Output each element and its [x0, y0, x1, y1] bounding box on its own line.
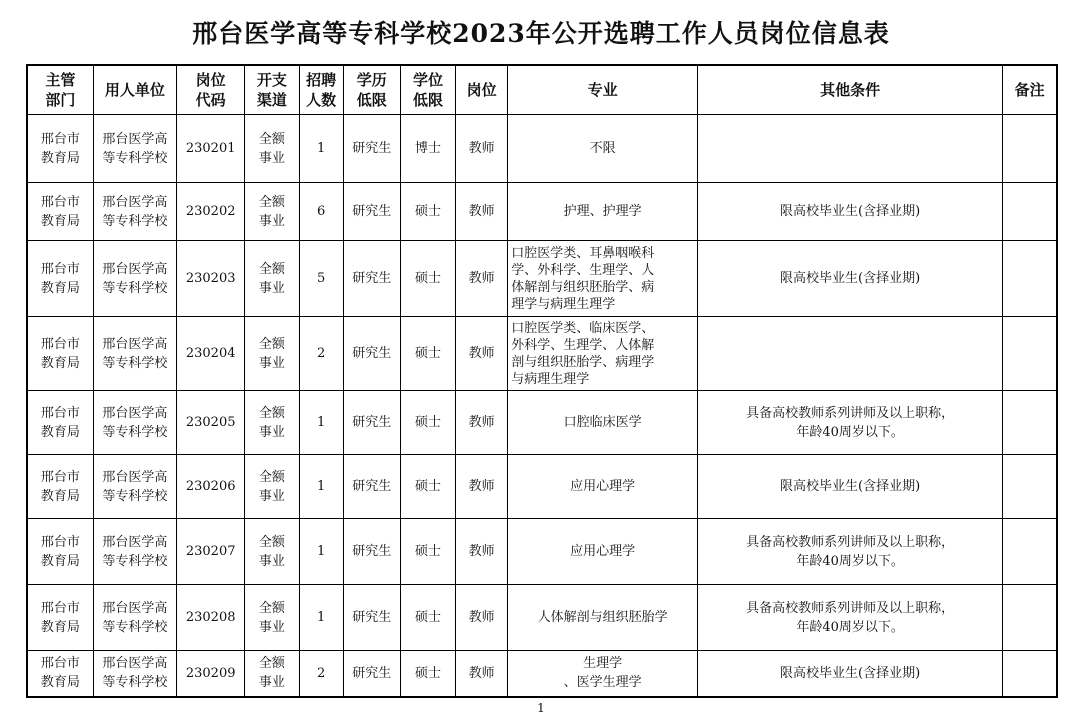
- cell-conditions: 限高校毕业生(含择业期): [698, 651, 1003, 697]
- cell-dept: 邢台市 教育局: [27, 519, 93, 585]
- cell-count: 1: [299, 519, 343, 585]
- cell-dept: 邢台市 教育局: [27, 391, 93, 455]
- cell-unit: 邢台医学高 等专科学校: [93, 183, 176, 241]
- cell-conditions: 具备高校教师系列讲师及以上职称， 年龄40周岁以下。: [698, 519, 1003, 585]
- cell-count: 1: [299, 585, 343, 651]
- cell-unit: 邢台医学高 等专科学校: [93, 455, 176, 519]
- cell-fund: 全额 事业: [245, 391, 299, 455]
- cell-count: 6: [299, 183, 343, 241]
- cell-count: 1: [299, 455, 343, 519]
- cell-major: 应用心理学: [508, 455, 698, 519]
- table-row: [27, 651, 1057, 697]
- cell-fund: 全额 事业: [245, 183, 299, 241]
- cell-degree: 硕士: [400, 585, 455, 651]
- table-row: [27, 519, 1057, 585]
- cell-conditions: 限高校毕业生(含择业期): [698, 455, 1003, 519]
- header-post: 岗位: [456, 65, 508, 115]
- cell-degree: 硕士: [400, 651, 455, 697]
- cell-fund: 全额 事业: [245, 455, 299, 519]
- table-row: [27, 183, 1057, 241]
- cell-code: 230201: [177, 115, 245, 183]
- header-major: 专业: [508, 65, 698, 115]
- cell-edu: 研究生: [343, 651, 400, 697]
- cell-post: 教师: [456, 455, 508, 519]
- cell-edu: 研究生: [343, 317, 400, 391]
- cell-dept: 邢台市 教育局: [27, 183, 93, 241]
- cell-count: 1: [299, 115, 343, 183]
- cell-conditions: 具备高校教师系列讲师及以上职称， 年龄40周岁以下。: [698, 585, 1003, 651]
- page-title: 邢台医学高等专科学校2023年公开选聘工作人员岗位信息表: [192, 19, 890, 48]
- cell-dept: 邢台市 教育局: [27, 317, 93, 391]
- cell-post: 教师: [456, 519, 508, 585]
- cell-dept: 邢台市 教育局: [27, 115, 93, 183]
- cell-degree: 硕士: [400, 241, 455, 317]
- cell-edu: 研究生: [343, 115, 400, 183]
- header-count: 招聘 人数: [299, 65, 343, 115]
- cell-note: [1003, 317, 1057, 391]
- header-conditions: 其他条件: [698, 65, 1003, 115]
- cell-fund: 全额 事业: [245, 241, 299, 317]
- cell-unit: 邢台医学高 等专科学校: [93, 317, 176, 391]
- header-unit: 用人单位: [93, 65, 176, 115]
- cell-conditions: 限高校毕业生(含择业期): [698, 241, 1003, 317]
- cell-major: 人体解剖与组织胚胎学: [508, 585, 698, 651]
- cell-major: 应用心理学: [508, 519, 698, 585]
- cell-major: 护理、护理学: [508, 183, 698, 241]
- cell-dept: 邢台市 教育局: [27, 651, 93, 697]
- cell-code: 230209: [177, 651, 245, 697]
- cell-code: 230206: [177, 455, 245, 519]
- cell-fund: 全额 事业: [245, 519, 299, 585]
- cell-major: 生理学 、医学生理学: [508, 651, 698, 697]
- cell-note: [1003, 455, 1057, 519]
- cell-note: [1003, 651, 1057, 697]
- positions-table: [26, 64, 1058, 698]
- cell-count: 5: [299, 241, 343, 317]
- cell-note: [1003, 241, 1057, 317]
- cell-code: 230208: [177, 585, 245, 651]
- cell-code: 230205: [177, 391, 245, 455]
- cell-conditions: 具备高校教师系列讲师及以上职称， 年龄40周岁以下。: [698, 391, 1003, 455]
- header-note: 备注: [1003, 65, 1057, 115]
- cell-edu: 研究生: [343, 519, 400, 585]
- cell-edu: 研究生: [343, 455, 400, 519]
- cell-post: 教师: [456, 391, 508, 455]
- cell-degree: 硕士: [400, 519, 455, 585]
- cell-unit: 邢台医学高 等专科学校: [93, 241, 176, 317]
- cell-edu: 研究生: [343, 183, 400, 241]
- cell-code: 230202: [177, 183, 245, 241]
- cell-note: [1003, 183, 1057, 241]
- cell-post: 教师: [456, 241, 508, 317]
- cell-code: 230204: [177, 317, 245, 391]
- cell-edu: 研究生: [343, 391, 400, 455]
- cell-dept: 邢台市 教育局: [27, 455, 93, 519]
- cell-post: 教师: [456, 115, 508, 183]
- header-degree: 学位 低限: [400, 65, 455, 115]
- table-row: [27, 391, 1057, 455]
- table-header-row: [27, 65, 1057, 115]
- cell-unit: 邢台医学高 等专科学校: [93, 115, 176, 183]
- cell-code: 230207: [177, 519, 245, 585]
- cell-post: 教师: [456, 651, 508, 697]
- cell-unit: 邢台医学高 等专科学校: [93, 519, 176, 585]
- cell-note: [1003, 115, 1057, 183]
- cell-conditions: [698, 115, 1003, 183]
- cell-dept: 邢台市 教育局: [27, 585, 93, 651]
- table-row: [27, 241, 1057, 317]
- cell-conditions: [698, 317, 1003, 391]
- cell-degree: 博士: [400, 115, 455, 183]
- cell-dept: 邢台市 教育局: [27, 241, 93, 317]
- cell-unit: 邢台医学高 等专科学校: [93, 391, 176, 455]
- cell-major: 口腔医学类、耳鼻咽喉科 学、外科学、生理学、人 体解剖与组织胚胎学、病 理学与病理生理学: [508, 241, 698, 317]
- cell-fund: 全额 事业: [245, 651, 299, 697]
- cell-count: 2: [299, 317, 343, 391]
- cell-unit: 邢台医学高 等专科学校: [93, 651, 176, 697]
- cell-count: 1: [299, 391, 343, 455]
- cell-count: 2: [299, 651, 343, 697]
- cell-note: [1003, 519, 1057, 585]
- cell-code: 230203: [177, 241, 245, 317]
- header-edu: 学历 低限: [343, 65, 400, 115]
- cell-post: 教师: [456, 317, 508, 391]
- cell-conditions: 限高校毕业生(含择业期): [698, 183, 1003, 241]
- cell-note: [1003, 585, 1057, 651]
- table-row: [27, 585, 1057, 651]
- table-row: [27, 455, 1057, 519]
- cell-major: 口腔医学类、临床医学、 外科学、生理学、人体解 剖与组织胚胎学、病理学 与病理生理学: [508, 317, 698, 391]
- cell-degree: 硕士: [400, 455, 455, 519]
- header-code: 岗位 代码: [177, 65, 245, 115]
- cell-degree: 硕士: [400, 317, 455, 391]
- table-row: [27, 115, 1057, 183]
- cell-major: 口腔临床医学: [508, 391, 698, 455]
- cell-post: 教师: [456, 585, 508, 651]
- cell-major: 不限: [508, 115, 698, 183]
- cell-post: 教师: [456, 183, 508, 241]
- cell-fund: 全额 事业: [245, 317, 299, 391]
- table-row: [27, 317, 1057, 391]
- cell-fund: 全额 事业: [245, 585, 299, 651]
- page-number: 1: [537, 701, 545, 715]
- cell-degree: 硕士: [400, 391, 455, 455]
- cell-degree: 硕士: [400, 183, 455, 241]
- cell-edu: 研究生: [343, 585, 400, 651]
- cell-note: [1003, 391, 1057, 455]
- cell-fund: 全额 事业: [245, 115, 299, 183]
- cell-edu: 研究生: [343, 241, 400, 317]
- cell-unit: 邢台医学高 等专科学校: [93, 585, 176, 651]
- header-dept: 主管 部门: [27, 65, 93, 115]
- header-fund: 开支 渠道: [245, 65, 299, 115]
